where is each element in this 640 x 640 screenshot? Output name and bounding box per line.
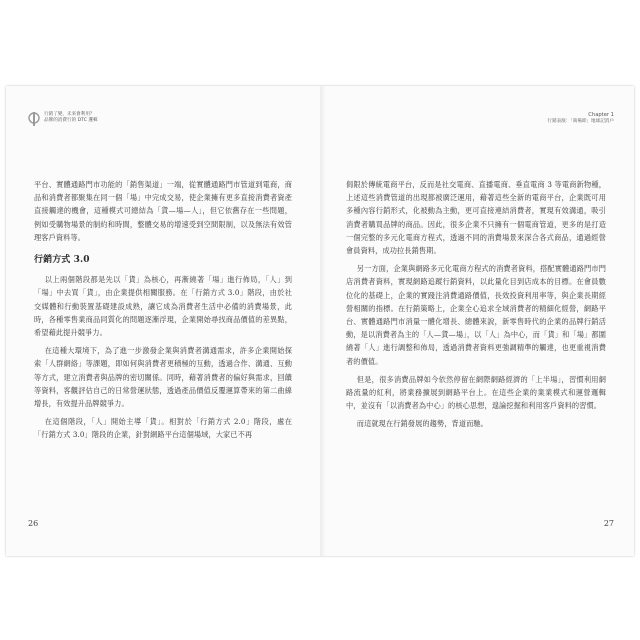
running-head-line1: 行銷了變，未來會利用？	[44, 112, 95, 117]
running-head-right	[547, 112, 614, 125]
paragraph: 侷限於傳統電商平台，反而是社交電商、直播電商、垂直電商 3 等電商新物種，上述這些消費管道的出現都被廣泛運用，藉著這些全新的電商平台，企業既可用多種內容行銷形式，化被動為主動，更可直接連結消費者，實現有效溝通，吸引消費者購買品牌的商品。因此，很多企業不只擁有一個電商管道，更多的是打造一個完整的多元化電商方程式，透過不同的消費場景來深合各式商品，通過經營會員資料，成功拉長銷售期。	[346, 180, 606, 256]
right-body-text	[346, 178, 606, 436]
paragraph: 另一方面，企業與網路多元化電商方程式的消費者資料，搭配實體通路門市門店消費者資料，實現網路追蹤行銷資料，以此量化目到店成本的目標。在會員數位化的基礎上，企業的實踐注消費通路價值，長效投資利用率等，與企業長期經營相關的指標。在行銷策略上，企業全心追求全域消費者的精細化經營，網路平台、實體通路門市消量一體化增長、總體來說，新零售時代的企業的品牌行銷活動，是以消費者為主的「人—貨—場」，以「人」為中心，而「貨」和「場」都圍繞著「人」進行調整和佈局，透過消費者資料更強調精準的觸達，也更重視消費者的價值。	[346, 264, 606, 366]
right-page	[326, 86, 634, 556]
paragraph: 以上兩個階段都是先以「貨」為核心，再漸繞著「場」進行佈局，「人」到「場」中去買「貨」，由企業提供相關服務。在「行銷方式 3.0」階段，由於社交媒體和行動裝置基礎建設成熟，讓它成為消費者生活中必備的消費場景，此時，各種零售業商品同質化的問題逐漸浮現，企業開始尋找商品價值的差異點，希望藉此提升競爭力。	[34, 275, 292, 338]
book-logo-icon	[28, 112, 40, 126]
running-head-line2: 品牌的消費行的 DTC 邏輯	[44, 118, 98, 123]
page-number-right: 27	[603, 519, 614, 528]
chapter-subtitle: 行銷表演：「商場即」地球記消戶	[547, 119, 614, 124]
section-heading: 行銷方式 3.0	[34, 255, 90, 266]
chapter-label: Chapter 1	[588, 112, 614, 118]
book-spread	[6, 86, 634, 556]
paragraph: 而這就現在行銷發展的趨勢，背道而馳。	[356, 419, 488, 429]
running-head-left	[28, 112, 98, 126]
paragraph: 但是，很多消費品牌如今依然停留在網際網路經濟的「上半場」，習慣利用網路流量的紅利，將業務擴展到網路平台上。在這些企業的業業模式和運營邏輯中，並沒有「以消費者為中心」的核心思想，遑論挖掘和利用客戶資料的習慣。	[346, 374, 606, 411]
paragraph: 在這種大環境下，為了進一步激發企業與消費者溝通需求，許多企業開始探索「人群網絡」等課題，即如何與消費者更積極的互動，透過合作、溝通、互動等方式，建立消費者與品牌的密切關係。同時，藉著消費者的偏好與需求，回饋等資料，客觀評估自己的日常營運狀態，透過產品價值反覆運算帶來的第二曲線增長，有效提升品牌競爭力。	[34, 346, 292, 409]
paragraph: 在這個階段，「人」開始主導「貨」。相對於「行銷方式 2.0」階段，處在「行銷方式 3.0」階段的企業，針對網路平台這個場域，大家已不再	[34, 417, 292, 440]
paragraph: 平台、實體通路門市功能的「銷售渠道」一端，從實體通路門市管道到電商，商品和消費者都聚集在同一個「場」中完成交易，使企業擁有更多直接消費者資產直接觸達的機會，這種模式可總結為「貨—場—人」，但它依舊存在一些問題，例如受購物場景的制約和時間，整體交易的增速受到空間限制，以及無法有效管理客戶資料等。	[34, 180, 292, 242]
left-page	[6, 86, 320, 556]
left-body-text	[34, 178, 292, 447]
page-number-left: 26	[28, 519, 39, 528]
